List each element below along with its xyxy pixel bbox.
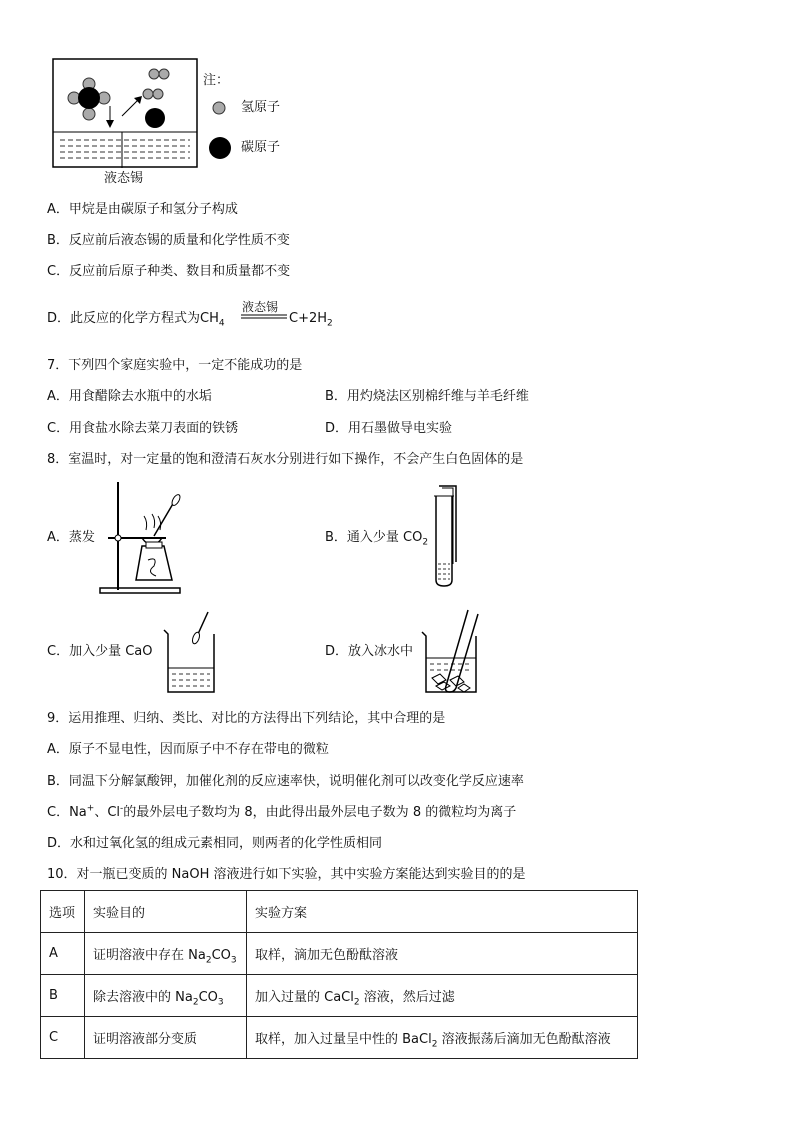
legend-note-label: 注：	[203, 73, 230, 88]
q6-option-d: D．此反应的化学方程式为$CH_4$	[47, 311, 225, 329]
q9-stem: 9．运用推理、归纳、类比、对比的方法得出下列结论，其中合理的是	[47, 711, 446, 726]
q8-option-c: C．加入少量 CaO	[47, 644, 153, 659]
q10-stem: 10．对一瓶已变质的 NaOH 溶液进行如下实验，其中实验方案能达到实验目的的是	[47, 867, 526, 882]
q9-option-c: C．Na+、Cl-的最外层电子数均为 8，由此得出最外层电子数为 8 的微粒均为离子	[47, 803, 517, 820]
header-option: 选项	[41, 891, 85, 933]
row-goal: 证明溶液中存在 $Na_2CO_3$	[85, 933, 247, 975]
q8-option-d: D．放入冰水中	[325, 644, 414, 659]
table-row	[41, 975, 638, 1017]
evaporation-apparatus-icon	[98, 480, 188, 596]
q9-option-b: B．同温下分解氯酸钾，加催化剂的反应速率快，说明催化剂可以改变化学反应速率	[47, 774, 524, 789]
row-option: C	[41, 1017, 85, 1059]
ice-water-beaker-icon	[420, 608, 488, 694]
equation-equals-sign	[241, 314, 291, 320]
reaction-vessel	[52, 58, 212, 178]
table-row	[41, 1017, 638, 1059]
q9-option-a: A．原子不显电性，因而原子中不存在带电的微粒	[47, 742, 329, 757]
row-option: B	[41, 975, 85, 1017]
legend-carbon-label: 碳原子	[241, 140, 281, 155]
q6-reaction-condition: 液态锡	[242, 300, 279, 314]
hydrogen-atom-icon	[211, 100, 227, 116]
q6-option-a: A．甲烷是由碳原子和氢分子构成	[47, 202, 238, 217]
q8-option-b: B．通入少量 $CO_2$	[325, 530, 429, 548]
methane-molecule	[68, 78, 110, 120]
carbon-atom-icon	[208, 136, 232, 160]
beaker-spoon-icon	[160, 610, 220, 694]
row-plan: 取样，加入过量呈中性的 BaCl$_2$ 溶液振荡后滴加无色酚酞溶液	[247, 1017, 638, 1059]
test-tube-icon	[430, 484, 464, 588]
q8-stem: 8．室温时，对一定量的饱和澄清石灰水分别进行如下操作，不会产生白色固体的是	[47, 452, 524, 467]
q8-option-a: A．蒸发	[47, 530, 95, 545]
q9-option-d: D．水和过氧化氢的组成元素相同，则两者的化学性质相同	[47, 836, 383, 851]
row-plan: 加入过量的 CaCl$_2$ 溶液，然后过滤	[247, 975, 638, 1017]
q6-equation-products: $C+2H_2$	[289, 311, 333, 329]
q7-option-a: A．用食醋除去水瓶中的水垢	[47, 389, 212, 404]
q7-stem: 7．下列四个家庭实验中，一定不能成功的是	[47, 358, 303, 373]
q6-option-c: C．反应前后原子种类、数目和质量都不变	[47, 264, 291, 279]
row-option: A	[41, 933, 85, 975]
table-header-row	[41, 891, 638, 933]
liquid-tin-label: 液态锡	[104, 171, 144, 186]
table-row	[41, 933, 638, 975]
row-goal: 除去溶液中的 $Na_2CO_3$	[85, 975, 247, 1017]
q7-option-b: B．用灼烧法区别棉纤维与羊毛纤维	[325, 389, 529, 404]
row-goal: 证明溶液部分变质	[85, 1017, 247, 1059]
header-goal: 实验目的	[85, 891, 247, 933]
q7-option-d: D．用石墨做导电实验	[325, 421, 453, 436]
header-plan: 实验方案	[247, 891, 638, 933]
q6-option-b: B．反应前后液态锡的质量和化学性质不变	[47, 233, 290, 248]
q7-option-c: C．用食盐水除去菜刀表面的铁锈	[47, 421, 239, 436]
legend-hydrogen-label: 氢原子	[241, 100, 281, 115]
q10-options-table	[40, 890, 638, 1059]
row-plan: 取样，滴加无色酚酞溶液	[247, 933, 638, 975]
